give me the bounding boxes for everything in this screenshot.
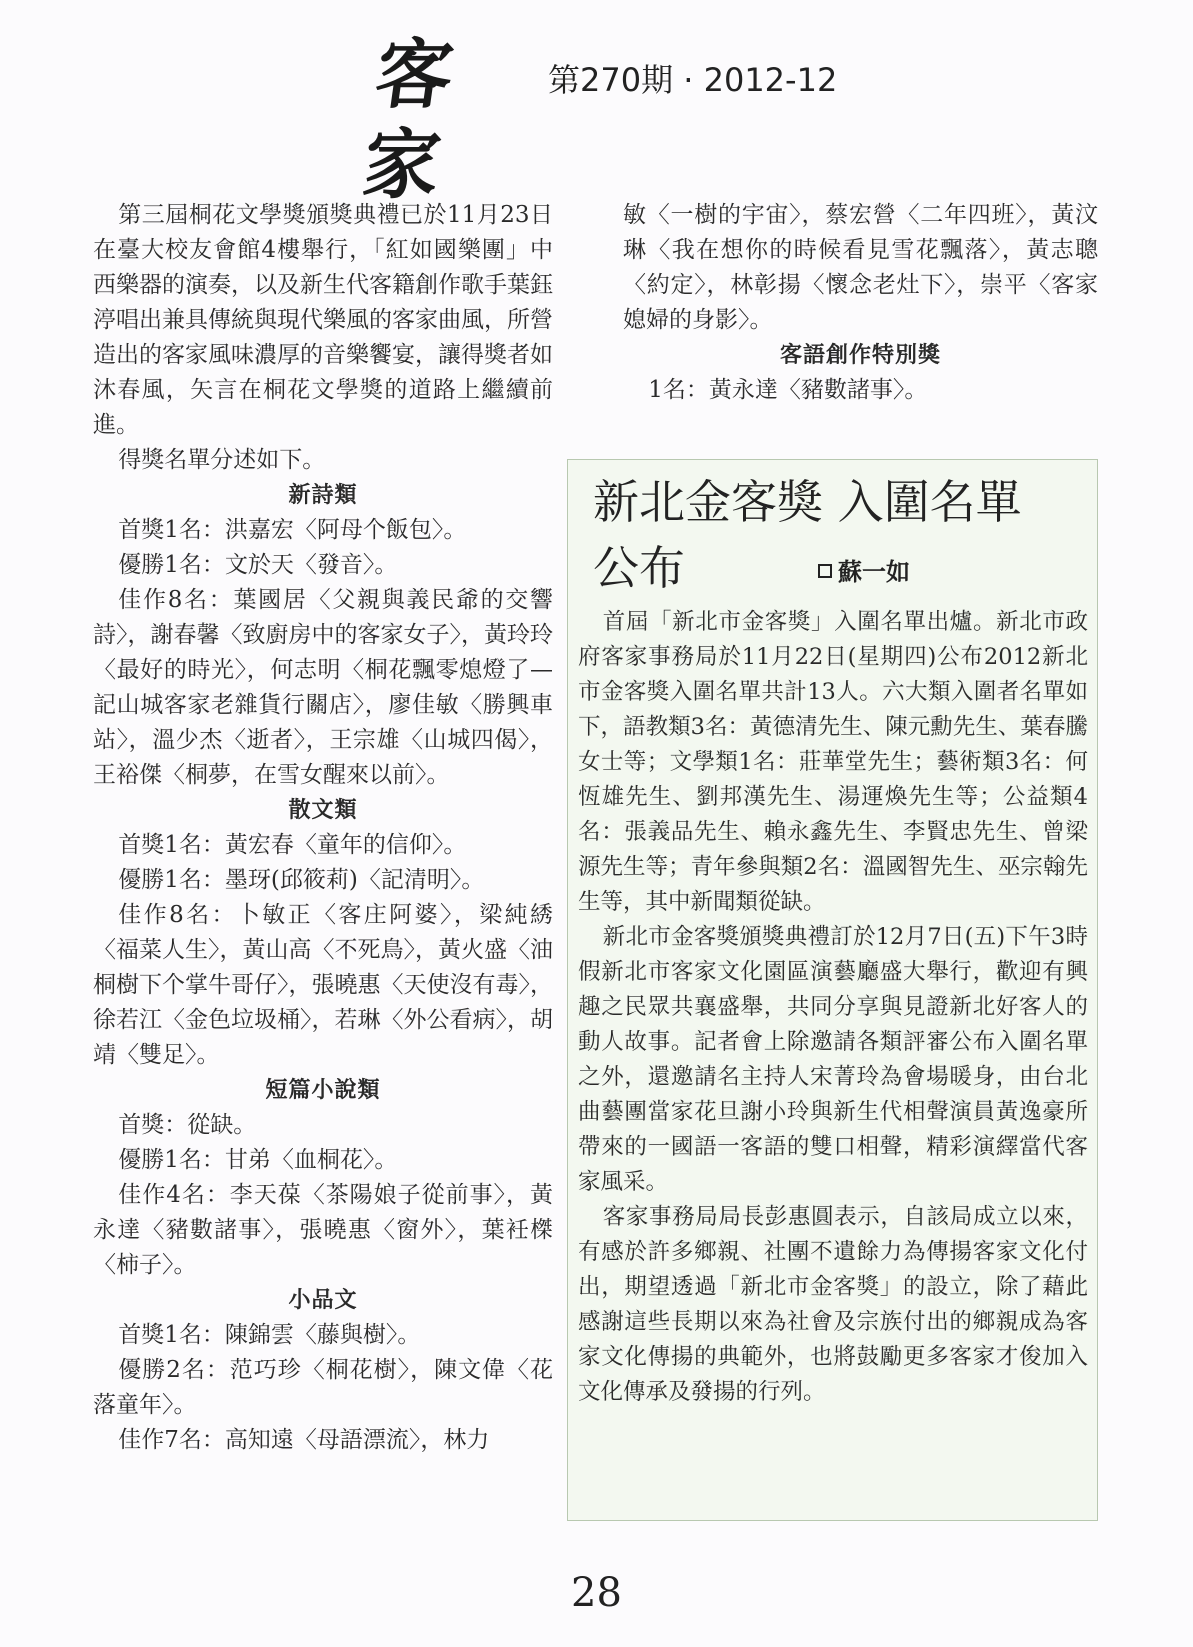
special-award-heading: 客語創作特別獎 (779, 343, 941, 368)
list-intro: 得獎名單分述如下。 (118, 447, 326, 473)
news-paragraph-1: 首屆「新北市金客獎」入圍名單出爐。新北市政府客家事務局於11月22日(星期四)公布2012新北市金客獎入圍名單共計13人。六大類入圍者名單如下，語教類3名：黃德清先生、陳元勳先生、葉春騰女士等；文學類1名：莊華堂先生；藝術類3名：何恆雄先生、劉邦漢先生、湯運煥先生等；公益類4名：張義品先生、賴永鑫先生、李賢忠先生、曾梁源先生等；青年參與類2名：溫國智先生、巫宗翰先生等，其中新聞類從缺。 (578, 609, 1088, 915)
square-bullet-icon (818, 564, 832, 578)
essay-honorable-continued: 敏〈一樹的宇宙〉，蔡宏營〈二年四班〉，黃汶琳〈我在想你的時候看見雪花飄落〉，黃志聰〈約定〉，林彰揚〈懷念老灶下〉，崇平〈客家媳婦的身影〉。 (623, 202, 1098, 333)
essay-first: 首獎1名：陳錦雲〈藤與樹〉。 (118, 1322, 421, 1348)
short-story-honorable: 佳作4名：李天葆〈茶陽娘子從前事〉，黃永達〈豬數諸事〉，張曉惠〈窗外〉，葉衽榤〈柿子〉。 (93, 1182, 553, 1278)
byline (818, 555, 910, 589)
short-story-heading: 短篇小說類 (265, 1078, 381, 1103)
poetry-honorable: 佳作8名：葉國居〈父親與義民爺的交響詩〉，謝春馨〈致廚房中的客家女子〉，黃玲玲〈最好的時光〉，何志明〈桐花飄零熄燈了—記山城客家老雜貨行關店〉，廖佳敏〈勝興車站〉，溫少杰〈逝者〉，王宗雄〈山城四偈〉，王裕傑〈桐夢，在雪女醒來以前〉。 (93, 587, 553, 788)
short-story-excellent: 優勝1名：甘弟〈血桐花〉。 (118, 1147, 398, 1173)
essay-heading: 小品文 (288, 1288, 358, 1313)
special-award-winner: 1名：黃永達〈豬數諸事〉。 (648, 377, 928, 403)
magazine-logo: 客家 (357, 30, 455, 209)
prose-excellent: 優勝1名：墨玡(邱筱莉)〈記清明〉。 (118, 867, 485, 893)
short-story-first: 首獎：從缺。 (118, 1112, 257, 1138)
news-paragraph-3: 客家事務局局長彭惠圓表示，自該局成立以來，有感於許多鄉親、社團不遺餘力為傳揚客家文化付出，期望透過「新北市金客獎」的設立，除了藉此感謝這些長期以來為社會及宗族付出的鄉親成為客家文化傳揚的典範外，也將鼓勵更多客家才俊加入文化傳承及發揚的行列。 (578, 1204, 1088, 1405)
news-title-line2: 公布 (593, 541, 685, 595)
news-body (578, 605, 1088, 1410)
page-number: 28 (571, 1570, 622, 1616)
news-title-line1: 新北金客獎 入圍名單 (593, 475, 1022, 529)
prose-heading: 散文類 (288, 798, 358, 823)
issue-label: 第270期 · 2012-12 (548, 61, 838, 99)
byline-author: 蘇一如 (838, 558, 910, 586)
intro-paragraph: 第三屆桐花文學獎頒獎典禮已於11月23日在臺大校友會館4樓舉行，「紅如國樂團」中西樂器的演奏，以及新生代客籍創作歌手葉鈺渟唱出兼具傳統與現代樂風的客家曲風，所營造出的客家風味濃厚的音樂饗宴，讓得獎者如沐春風，矢言在桐花文學獎的道路上繼續前進。 (93, 202, 553, 438)
left-column (93, 198, 553, 1458)
poetry-first: 首獎1名：洪嘉宏〈阿母个飯包〉。 (118, 517, 467, 543)
essay-honorable: 佳作7名：高知遠〈母語漂流〉，林力 (118, 1427, 490, 1453)
right-top-column (623, 198, 1098, 408)
poetry-excellent: 優勝1名：文於天〈發音〉。 (118, 552, 398, 578)
poetry-heading: 新詩類 (288, 483, 358, 508)
prose-honorable: 佳作8名：卜敏正〈客庄阿婆〉，梁純綉〈福菜人生〉，黃山高〈不死鳥〉，黃火盛〈油桐樹下个掌牛哥仔〉，張曉惠〈天使沒有毒〉，徐若江〈金色垃圾桶〉，若琳〈外公看病〉，胡靖〈雙足〉。 (93, 902, 553, 1068)
news-box (567, 459, 1098, 1521)
prose-first: 首獎1名：黃宏春〈童年的信仰〉。 (118, 832, 467, 858)
news-paragraph-2: 新北市金客獎頒獎典禮訂於12月7日(五)下午3時假新北市客家文化園區演藝廳盛大舉行，歡迎有興趣之民眾共襄盛舉，共同分享與見證新北好客人的動人故事。記者會上除邀請各類評審公布入圍名單之外，還邀請名主持人宋菁玲為會場暖身，由台北曲藝團當家花旦謝小玲與新生代相聲演員黃逸豪所帶來的一國語一客語的雙口相聲，精彩演繹當代客家風采。 (578, 924, 1088, 1195)
essay-excellent: 優勝2名：范巧珍〈桐花樹〉，陳文偉〈花落童年〉。 (93, 1357, 553, 1418)
